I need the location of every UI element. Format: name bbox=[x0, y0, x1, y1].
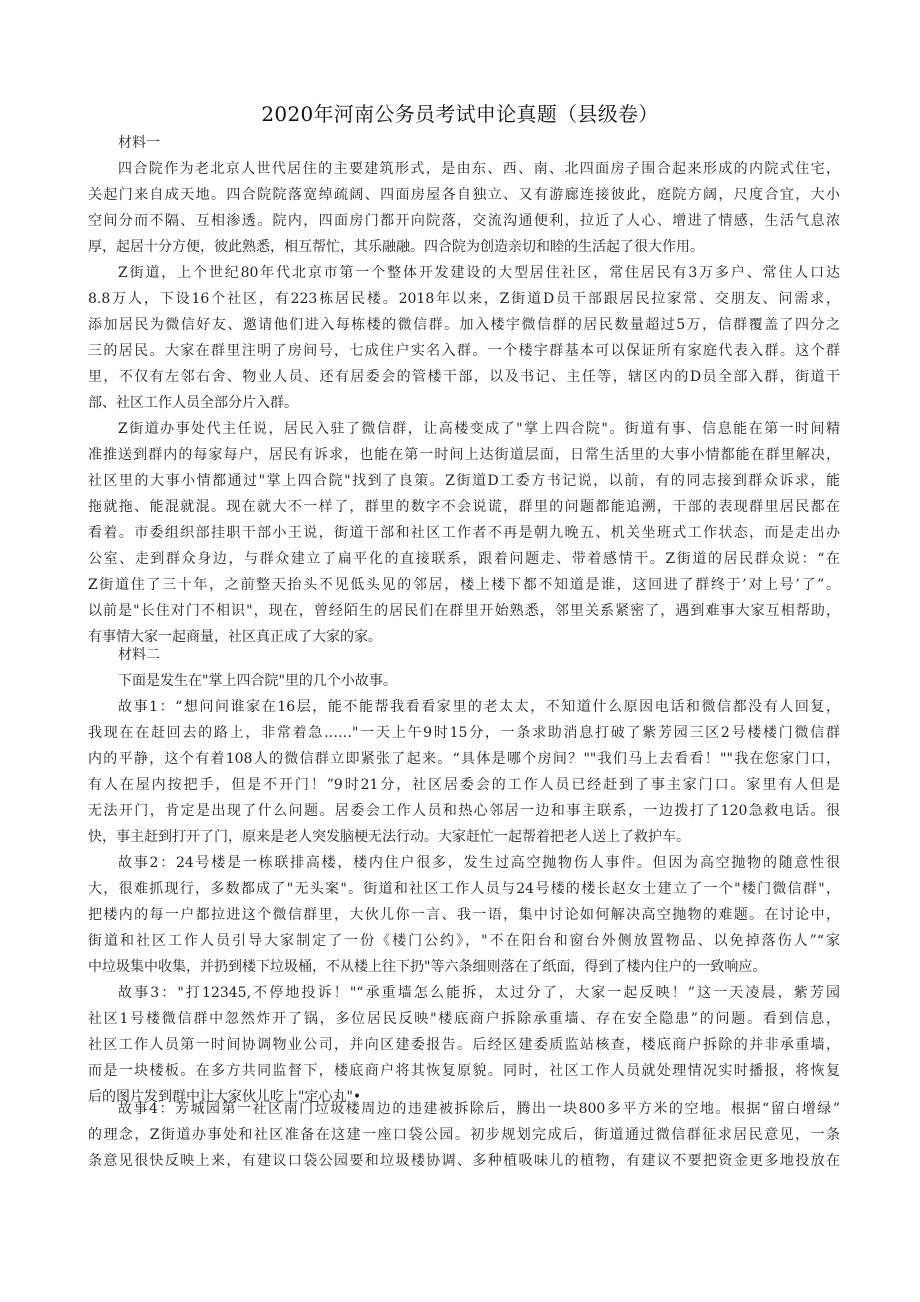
text-line: 而是一块楼板。在多方共同监督下，楼底商户将其恢复原貌。同时，社区工作人员就处理情况实时播报，将恢复 bbox=[88, 1063, 840, 1079]
material-one-label: 材料一 bbox=[118, 135, 160, 151]
text-line: 以前是"长住对门不相识"，现在，曾经陌生的居民们在群里开始熟悉，邻里关系紧密了，遇到难事大家互相帮助， bbox=[88, 603, 840, 619]
text-line: 空间分而不隔、互相渗透。院内，四面房门都开向院落，交流沟通便利，拉近了人心、增进了情感，生活气息浓 bbox=[88, 213, 840, 229]
paragraph bbox=[88, 260, 840, 416]
text-line: 里，不仅有左邻右舍、物业人员、还有居委会的管楼干部，以及书记、主任等，辖区内的D员全部入群，街道干 bbox=[88, 369, 840, 385]
text-line: 故事2：24号楼是一栋联排高楼，楼内住户很多，发生过高空抛物伤人事件。但因为高空抛物的随意性很 bbox=[118, 855, 840, 871]
text-line: 内的平静，这个有着108人的微信群立即紧张了起来。“具体是哪个房间？""我们马上去看看！""我在您家门口， bbox=[88, 751, 840, 767]
material-two-label: 材料二 bbox=[118, 647, 160, 663]
text-line: 我现在在赶回去的路上，非常着急……"一天上午9时15分，一条求助消息打破了紫芳园三区2号楼楼门微信群 bbox=[88, 725, 840, 741]
text-line: 拖就拖、能混就混。现在就大不一样了，群里的数字不会说谎，群里的问题都能追溯，干部的表现群里居民都在 bbox=[88, 499, 840, 515]
text-line: 条意见很快反映上来，有建议口袋公园要和垃圾楼协调、多种植吸味儿的植物，有建议不要把资金更多地投放在 bbox=[88, 1153, 840, 1169]
story-one bbox=[88, 694, 840, 850]
text-line: 后的图片发到群中让大家伙儿吃上"定心丸"• bbox=[88, 1089, 362, 1105]
story-three bbox=[88, 980, 840, 1110]
text-line: 8.8万人，下设16个社区，有223栋居民楼。2018年以来，Z街道D员干部跟居民拉家常、交朋友、问需求， bbox=[88, 291, 840, 307]
text-line: Z街道，上个世纪80年代北京市第一个整体开发建设的大型居住社区，常住居民有3万多户、常住人口达 bbox=[118, 265, 840, 281]
text-line: 关起门来自成天地。四合院院落宽绰疏阔、四面房屋各自独立、又有游廊连接彼此，庭院方阔，尺度合宜，大小 bbox=[88, 187, 840, 203]
material-one bbox=[88, 130, 840, 650]
material-two-intro: 下面是发生在"掌上四合院"里的几个小故事。 bbox=[118, 673, 397, 689]
paragraph bbox=[88, 416, 840, 650]
text-line: 厚，起居十分方便，彼此熟悉，相互帮忙，其乐融融。四合院为创造亲切和睦的生活起了很大作用。 bbox=[88, 239, 704, 255]
text-line: Z街道住了三十年，之前整天抬头不见低头见的邻居，楼上楼下都不知道是谁，这回进了群终于’对上号’了”。 bbox=[88, 577, 840, 593]
text-line: 大，很难抓现行，多数都成了"无头案"。街道和社区工作人员与24号楼的楼长赵女士建立了一个"楼门微信群"， bbox=[88, 881, 840, 897]
text-line: 公室、走到群众身边，与群众建立了扁平化的直接联系，跟着问题走、带着感情干。Z街道的居民群众说：“在 bbox=[88, 551, 840, 567]
page-title: 2020年河南公务员考试申论真题（县级卷） bbox=[261, 102, 659, 126]
text-line: 社区工作人员第一时间协调物业公司，并向区建委报告。后经区建委质监站核查，楼底商户拆除的并非承重墙， bbox=[88, 1037, 840, 1053]
story-two bbox=[88, 850, 840, 980]
text-line: 准推送到群内的每家每户，居民有诉求，也能在第一时间上达街道层面，日常生活里的大事小情都能在群里解决， bbox=[88, 447, 840, 463]
story-four bbox=[88, 1096, 840, 1174]
text-line: 把楼内的每一户都拉进这个微信群里，大伙儿你一言、我一语，集中讨论如何解决高空抛物的难题。在讨论中， bbox=[88, 907, 840, 923]
text-line: 看着。市委组织部挂职干部小王说，街道干部和社区工作者不再是朝九晚五、机关坐班式工作状态，而是走出办 bbox=[88, 525, 840, 541]
text-line: 无法开门，肯定是出现了什么问题。居委会工作人员和热心邻居一边和事主联系，一边拨打了120急救电话。很 bbox=[88, 803, 840, 819]
text-line: 有人在屋内按把手，但是不开门！”9时21分，社区居委会的工作人员已经赶到了事主家门口。家里有人但是 bbox=[88, 777, 840, 793]
text-line: 故事3："打12345,不停地投诉！"“承重墙怎么能拆，太过分了，大家一起反映！”这一天凌晨，紫芳园 bbox=[118, 985, 840, 1001]
text-line: 快，事主赶到打开了门，原来是老人突发脑梗无法行动。大家赶忙一起帮着把老人送上了救护车。 bbox=[88, 829, 690, 845]
text-line: 部、社区工作人员全部分片入群。 bbox=[88, 395, 298, 411]
text-line: 故事1：“想问问谁家在16层，能不能帮我看看家里的老太太，不知道什么原因电话和微信都没有人回复， bbox=[118, 699, 840, 715]
text-line: 三的居民。大家在群里注明了房间号，七成住户实名入群。一个楼宇群基本可以保证所有家庭代表入群。这个群 bbox=[88, 343, 840, 359]
text-line: 四合院作为老北京人世代居住的主要建筑形式，是由东、西、南、北四面房子围合起来形成的内院式住宅， bbox=[118, 161, 840, 177]
text-line: 添加居民为微信好友、邀请他们进入每栋楼的微信群。加入楼宇微信群的居民数量超过5万，信群覆盖了四分之 bbox=[88, 317, 840, 333]
text-line: 的理念，Z街道办事处和社区准备在这建一座口袋公园。初步规划完成后，街道通过微信群征求居民意见，一条 bbox=[88, 1127, 840, 1143]
text-line: 社区里的大事小情都通过"掌上四合院"找到了良策。Z街道D工委方书记说，以前，有的同志接到群众诉求，能 bbox=[88, 473, 840, 489]
text-line: 街道和社区工作人员引导大家制定了一份《楼门公约》，"不在阳台和窗台外侧放置物品、以免掉落伤人”“家 bbox=[88, 933, 840, 949]
text-line: Z街道办事处代主任说，居民入驻了微信群，让高楼变成了"掌上四合院"。街道有事、信息能在第一时间精 bbox=[118, 421, 840, 437]
text-line: 故事4：芳城园第一社区南门垃圾楼周边的违建被拆除后，腾出一块800多平方米的空地。根据“留白增绿” bbox=[118, 1101, 840, 1117]
text-line: 中垃圾集中收集，并扔到楼下垃圾桶，不从楼上往下扔"等六条细则落在了纸面，得到了楼内住户的一致响应。 bbox=[88, 959, 767, 975]
material-two bbox=[88, 642, 840, 1110]
text-line: 有事情大家一起商量，社区真正成了大家的家。 bbox=[88, 629, 382, 645]
text-line: 社区1号楼微信群中忽然炸开了锅，多位居民反映"楼底商户拆除承重墙、存在安全隐患”的问题。看到信息， bbox=[88, 1011, 840, 1027]
paragraph bbox=[88, 156, 840, 260]
